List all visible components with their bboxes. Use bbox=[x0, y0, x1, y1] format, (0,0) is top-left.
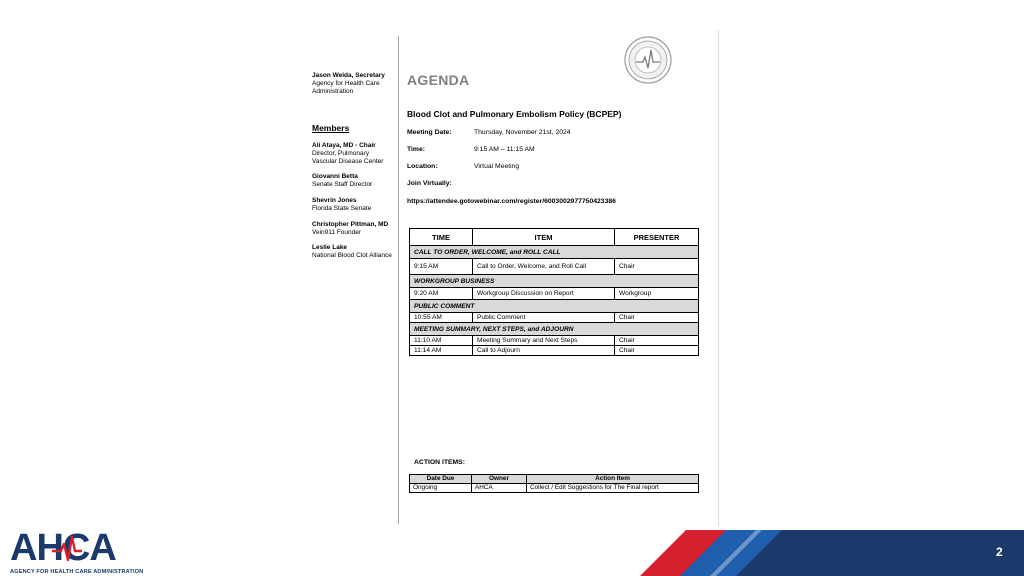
logo-subtitle: AGENCY FOR HEALTH CARE ADMINISTRATION bbox=[10, 569, 144, 575]
member-block bbox=[312, 173, 398, 189]
section-title: PUBLIC COMMENT bbox=[410, 300, 699, 313]
ahca-seal-icon bbox=[624, 36, 672, 84]
column-header-owner: Owner bbox=[472, 475, 527, 484]
meeting-location-value: Virtual Meeting bbox=[474, 163, 520, 170]
agenda-table-header-row bbox=[410, 229, 699, 246]
section-row bbox=[410, 300, 699, 313]
cell-item: Call to Adjourn bbox=[473, 346, 615, 356]
secretary-block bbox=[312, 72, 398, 96]
footer-stripe-band bbox=[640, 530, 1024, 576]
meeting-location-label: Location: bbox=[407, 163, 438, 170]
cell-date-due: Ongoing bbox=[410, 484, 472, 493]
table-row bbox=[410, 259, 699, 275]
cell-time: 9:20 AM bbox=[410, 288, 473, 300]
agenda-heading: AGENDA bbox=[407, 72, 470, 88]
cell-time: 11:14 AM bbox=[410, 346, 473, 356]
member-role-line-1: Senate Staff Director bbox=[312, 181, 373, 188]
secretary-role-line-2: Administration bbox=[312, 88, 354, 95]
document-title: Blood Clot and Pulmonary Embolism Policy (BCPEP) bbox=[407, 109, 622, 119]
member-name: Shevrin Jones bbox=[312, 197, 357, 204]
member-block bbox=[312, 142, 398, 166]
cell-owner: AHCA bbox=[472, 484, 527, 493]
member-block bbox=[312, 244, 398, 260]
ahca-logo bbox=[10, 529, 143, 575]
table-row bbox=[410, 336, 699, 346]
section-row bbox=[410, 323, 699, 336]
member-name: Giovanni Betta bbox=[312, 173, 358, 180]
cell-presenter: Chair bbox=[615, 313, 699, 323]
webinar-registration-link[interactable]: https://attendee.gotowebinar.com/register/6003002977750423386 bbox=[407, 198, 616, 205]
cell-item: Workgroup Discussion on Report bbox=[473, 288, 615, 300]
cell-presenter: Chair bbox=[615, 336, 699, 346]
table-row bbox=[410, 313, 699, 323]
member-role-line-1: National Blood Clot Alliance bbox=[312, 252, 392, 259]
cell-action-item: Collect / Edit Suggestions for The Final report bbox=[527, 484, 699, 493]
cell-item: Public Comment bbox=[473, 313, 615, 323]
heartbeat-icon bbox=[52, 533, 82, 563]
agenda-table bbox=[409, 228, 699, 356]
meeting-date-value: Thursday, November 21st, 2024 bbox=[474, 129, 571, 136]
table-row bbox=[410, 288, 699, 300]
cell-presenter: Chair bbox=[615, 259, 699, 275]
table-row bbox=[410, 346, 699, 356]
action-items-table bbox=[409, 474, 699, 493]
page-number: 2 bbox=[996, 545, 1003, 559]
section-title: WORKGROUP BUSINESS bbox=[410, 275, 699, 288]
member-role-line-1: Vein911 Founder bbox=[312, 229, 362, 236]
member-name: Ali Ataya, MD - Chair bbox=[312, 142, 376, 149]
column-header-date-due: Date Due bbox=[410, 475, 472, 484]
cell-item: Call to Order, Welcome, and Roll Call bbox=[473, 259, 615, 275]
secretary-role-line-1: Agency for Health Care bbox=[312, 80, 380, 87]
cell-presenter: Chair bbox=[615, 346, 699, 356]
action-table-header-row bbox=[410, 475, 699, 484]
meeting-time-value: 9:15 AM – 11:15 AM bbox=[474, 146, 535, 153]
section-row bbox=[410, 246, 699, 259]
member-name: Leslie Lake bbox=[312, 244, 348, 251]
join-virtually-label: Join Virtually: bbox=[407, 180, 452, 187]
action-items-label: ACTION ITEMS: bbox=[414, 459, 465, 466]
member-role-line-2: Vascular Disease Center bbox=[312, 158, 384, 165]
cell-item: Meeting Summary and Next Steps bbox=[473, 336, 615, 346]
cell-time: 9:15 AM bbox=[410, 259, 473, 275]
section-row bbox=[410, 275, 699, 288]
column-header-action-item: Action Item bbox=[527, 475, 699, 484]
meeting-date-label: Meeting Date: bbox=[407, 129, 452, 136]
section-title: MEETING SUMMARY, NEXT STEPS, and ADJOURN bbox=[410, 323, 699, 336]
logo-wordmark: AHCA bbox=[10, 527, 116, 569]
member-block bbox=[312, 197, 398, 213]
column-header-presenter: PRESENTER bbox=[615, 229, 699, 246]
members-heading: Members bbox=[312, 123, 350, 133]
member-role-line-1: Florida State Senate bbox=[312, 205, 372, 212]
member-role-line-1: Director, Pulmonary bbox=[312, 150, 370, 157]
member-block bbox=[312, 221, 398, 237]
cell-time: 10:55 AM bbox=[410, 313, 473, 323]
secretary-name: Jason Weida, Secretary bbox=[312, 72, 385, 79]
column-header-item: ITEM bbox=[473, 229, 615, 246]
column-header-time: TIME bbox=[410, 229, 473, 246]
sidebar-divider bbox=[398, 36, 399, 524]
meeting-time-label: Time: bbox=[407, 146, 426, 153]
table-row bbox=[410, 484, 699, 493]
cell-time: 11:10 AM bbox=[410, 336, 473, 346]
section-title: CALL TO ORDER, WELCOME, and ROLL CALL bbox=[410, 246, 699, 259]
cell-presenter: Workgroup bbox=[615, 288, 699, 300]
member-name: Christopher Pittman, MD bbox=[312, 221, 389, 228]
